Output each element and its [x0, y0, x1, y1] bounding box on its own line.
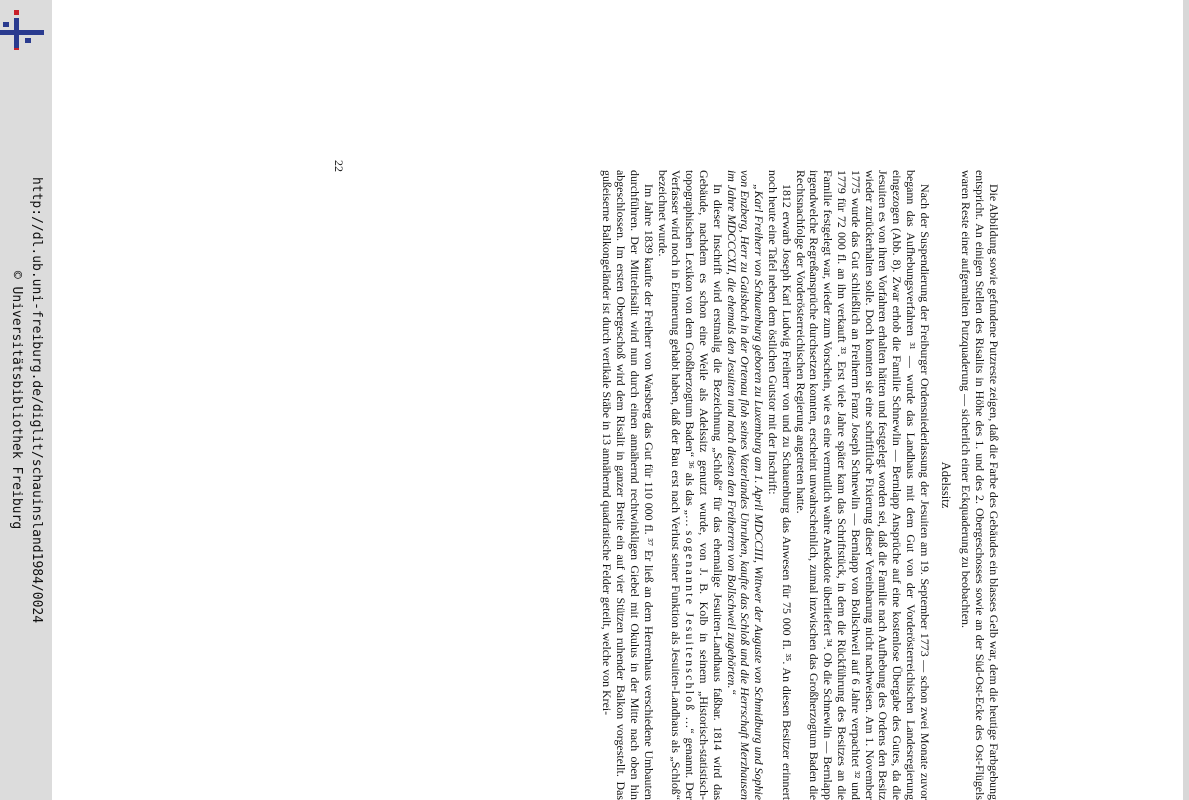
inscription-quote: „Karl Freiherr von Schauenburg geboren zu Luxemburg am 1. April MDCCIII, Wittwer der Auguste von Schmidburg und Sophie von Enzberg, Herr zu Gaisbach in der Ortenau floh seines Vaterlandes Unruhen, kaufte das Schloß und die Herrschaft Merzhausen im Jahre MDCCCXII, die ehemals den Jesuiten und nach diesen den Freiherren von Bollschweil zugehörten.“: [724, 170, 767, 800]
source-url-link[interactable]: http://dl.ub.uni-freiburg.de/diglit/schauinsland1984/0024: [29, 176, 44, 624]
scanned-page: [250, 160, 1001, 800]
library-logo-icon: [0, 10, 44, 50]
page-number: 22: [332, 160, 346, 172]
intro-paragraph: Die Abbildung sowie gefundene Putzreste zeigen, daß die Farbe des Gebäudes ein blasses Gelb war, dem die heutige Farbgebung entspricht. An einigen Stellen des Risalits in Höhe des 1. und des 2. Obergeschosses sowie an der Süd-Ost-Ecke des Ost-Flügels waren Reste einer aufgemalten Putzquaderung — sicherlich einer Eckquaderung zu beobachten.: [959, 170, 1001, 800]
section-heading: Adelssitz: [938, 461, 953, 509]
page-text: [250, 160, 1001, 800]
copyright-notice: © Universitätsbibliothek Freiburg: [9, 270, 24, 530]
spaced-term: sogenannte Jesuitenschloß: [683, 530, 698, 713]
paragraph-3-end: …“ genannt. Der Verfasser wird noch in Erinnerung gehabt haben, daß der Bau erst nach Verlust seiner Funktion als Jesuiten-Landhaus als „Schloß“ bezeichnet wurde.: [655, 170, 698, 800]
paragraph-1: Nach der Suspendierung der Freiburger Ordensniederlassung der Jesuiten am 19. September 1773 — schon zwei Monate zuvor begann das Aufhebungsverfahren ³¹ — wurde das Landhaus mit dem Gut von der Vorderösterreichischen Landesregierung eingezogen (Abb. 8). Zwar erhob die Familie Schnewlin — Bernlapp Ansprüche auf eine kostenlose Übergabe des Gutes, da die Jesuiten es von ihren Vorfahren erhalten hätten und festgelegt worden sei, daß die Familie nach Aufhebung des Ordens den Besitz wieder zurückerhalten solle. Doch konnten sie eine schriftliche Fixierung dieser Vereinbarung nicht nachweisen. Am 1. November 1775 wurde das Gut schließlich an Freiherrn Franz Joseph Schnewlin — Bernlapp von Bollschweil auf 6 Jahre verpachtet ³² und 1779 für 72 000 fl. an ihn verkauft ³³. Erst viele Jahre später kam das Schriftstück, in dem die Rückführung des Besitzes an die Familie festgelegt war, wieder zum Vorschein, wie es eine vermutlich wahre Anekdote überliefert ³⁴. Ob die Schnewlin — Bernlapp irgendwelche Regreßansprüche durchsetzen konnten, erscheint unwahrscheinlich, zumal inzwischen das Großherzogtum Baden die Rechtsnachfolge der Vorderösterreichischen Regierung angetreten hatte.: [793, 170, 932, 800]
right-edge: [1183, 0, 1189, 800]
paragraph-3-start: In dieser Inschrift wird erstmalig die Bezeichnung „Schloß“ für das ehemalige Jesuiten-Landhaus faßbar. 1814 wird das Gebäude, nachdem es schon eine Weile als Adelssitz genutzt wurde, von J. B. Kolb in seinem „Historisch-statistisch-topographischen Lexikon von dem Großherzogtum Baden“ ³⁶ als das „…: [683, 170, 725, 800]
sidebar: [0, 0, 52, 800]
paragraph-4: Im Jahre 1839 kaufte der Freiherr von Warsberg das Gut für 110 000 fl. ³⁷ Er ließ an dem Herrenhaus verschiedene Umbauten durchführen. Der Mittelrisalit wird nun durch einen annähernd rechtwinkligen Giebel mit Okulus in der Mitte nach oben hin abgeschlossen. Im ersten Obergeschoß wird dem Risalit in ganzer Breite ein auf vier Stützen ruhender Balkon vorgestellt. Das gußeiserne Balkongeländer ist durch vertikale Stäbe in 13 annähernd quadratische Felder geteilt, welche von Krei-: [600, 170, 656, 800]
paragraph-3: [655, 170, 724, 800]
paragraph-2: 1812 erwarb Joseph Karl Ludwig Freiherr von und zu Schauenburg das Anwesen für 75 000 fl. ³⁵. An diesen Besitzer erinnert noch heute eine Tafel neben dem östlichen Gutstor mit der Inschrift:: [766, 170, 794, 800]
